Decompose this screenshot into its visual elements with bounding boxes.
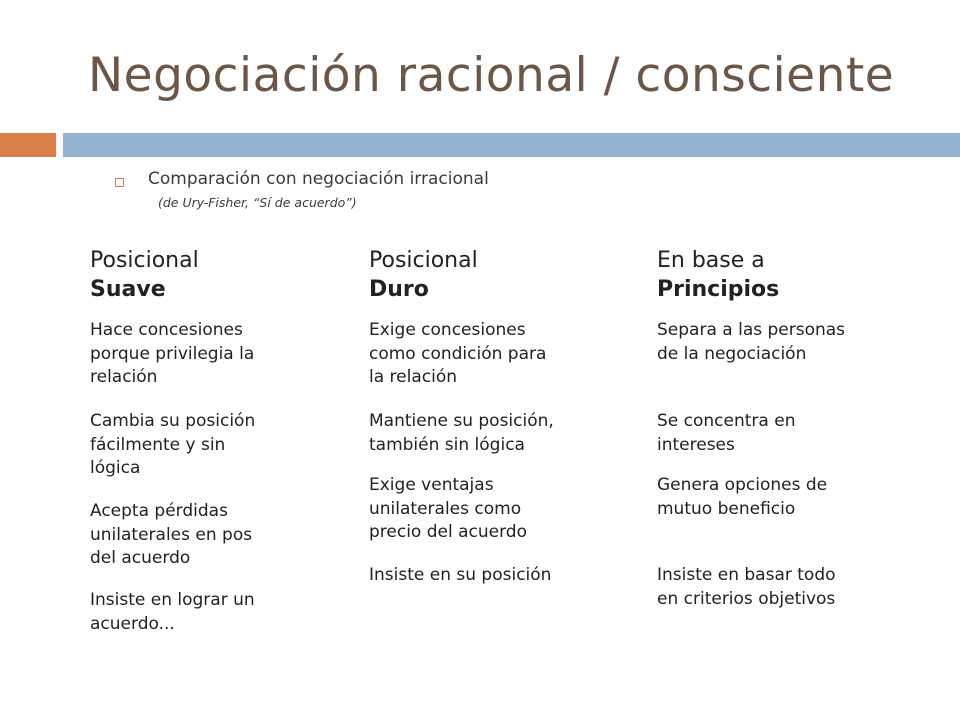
item-line: Hace concesiones — [90, 320, 243, 340]
accent-bar-blue — [63, 133, 960, 157]
item-line: mutuo beneficio — [657, 498, 796, 519]
list-item — [657, 474, 827, 521]
list-item — [369, 564, 551, 588]
item-line: Acepta pérdidas — [90, 501, 228, 521]
item-line: acuerdo... — [90, 613, 175, 634]
item-line: Cambia su posición — [90, 411, 256, 431]
item-line: unilaterales en pos — [90, 524, 253, 545]
column-heading: Posicional — [90, 248, 199, 273]
slide-title: Negociación racional / consciente — [88, 48, 895, 103]
item-line: del acuerdo — [90, 548, 191, 568]
column-heading: En base a — [657, 248, 765, 273]
column-posicional-suave — [90, 246, 256, 634]
list-item — [657, 319, 845, 366]
bullet-text: Comparación con negociación irracional — [148, 169, 489, 189]
square-bullet-icon — [115, 178, 124, 187]
item-line: Insiste en su posición — [369, 565, 552, 585]
list-item — [657, 564, 836, 611]
list-item — [369, 410, 554, 457]
item-line: la relación — [369, 367, 458, 387]
column-en-base-a-principios — [657, 246, 846, 609]
item-line: unilaterales como — [369, 498, 522, 519]
list-item — [369, 474, 527, 545]
item-line: fácilmente y sin — [90, 434, 226, 455]
item-line: de la negociación — [657, 343, 807, 364]
list-item — [90, 410, 255, 481]
item-line: lógica — [90, 458, 141, 478]
list-item — [90, 319, 254, 390]
item-line: precio del acuerdo — [369, 522, 527, 542]
item-line: intereses — [657, 434, 735, 455]
column-subheading: Suave — [90, 277, 166, 302]
list-item — [657, 410, 795, 457]
list-item — [90, 500, 252, 571]
column-subheading: Duro — [369, 277, 429, 302]
item-line: también sin lógica — [369, 434, 525, 455]
list-item — [90, 589, 255, 636]
item-line: Insiste en basar todo — [657, 565, 836, 585]
column-subheading: Principios — [657, 277, 780, 302]
source-citation: (de Ury-Fisher, “Sí de acuerdo”) — [158, 195, 357, 210]
item-line: Exige ventajas — [369, 475, 494, 495]
list-item — [369, 319, 546, 390]
item-line: porque privilegia la — [90, 343, 255, 364]
item-line: relación — [90, 367, 158, 387]
column-heading: Posicional — [369, 248, 478, 273]
item-line: Insiste en lograr un — [90, 590, 255, 610]
accent-bar-orange — [0, 133, 56, 157]
item-line: en criterios objetivos — [657, 588, 836, 609]
column-posicional-duro — [369, 246, 554, 585]
item-line: como condición para — [369, 343, 547, 364]
item-line: Separa a las personas — [657, 320, 846, 340]
item-line: Exige concesiones — [369, 320, 526, 340]
item-line: Se concentra en — [657, 411, 796, 431]
item-line: Mantiene su posición, — [369, 411, 554, 431]
item-line: Genera opciones de — [657, 475, 828, 495]
